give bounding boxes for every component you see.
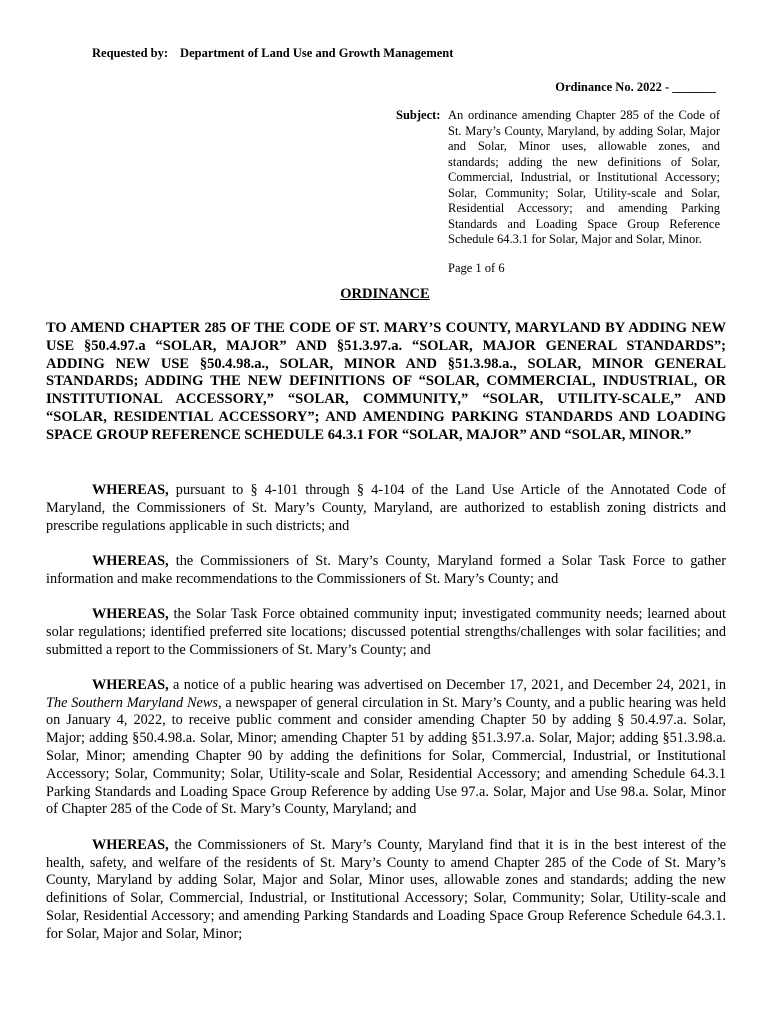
whereas-label: WHEREAS, <box>92 836 169 853</box>
ordinance-title: TO AMEND CHAPTER 285 OF THE CODE OF ST. MARY’S COUNTY, MARYLAND BY ADDING NEW USE §50.4.97.a “SOLAR, MAJOR” AND §51.3.97.a. “SOLAR, MAJOR GENERAL STANDARDS”; ADDING NEW USE §50.4.98.a., SOLAR, MINOR AND §51.3.98.a., SOLAR, MINOR GENERAL STANDARDS; ADDING THE NEW DEFINITIONS OF “SOLAR, COMMERCIAL, INDUSTRIAL, OR INSTITUTIONAL ACCESSORY,” “SOLAR, COMMUNITY,” “SOLAR, UTILITY-SCALE,” AND “SOLAR, RESIDENTIAL ACCESSORY”; AND AMENDING PARKING STANDARDS AND LOADING SPACE GROUP REFERENCE SCHEDULE 64.3.1 FOR “SOLAR, MAJOR” AND “SOLAR, MINOR.” <box>46 320 726 443</box>
requested-by-label: Requested by: <box>92 46 169 60</box>
whereas-paragraph-3: WHEREAS, the Solar Task Force obtained community input; investigated community needs; learned about solar regulations; identified preferred site locations; discussed potential strengths/challenges with solar facilities; and submitted a report to the Commissioners of St. Mary’s County; and <box>46 605 726 658</box>
whereas-paragraph-4: WHEREAS, a notice of a public hearing was advertised on December 17, 2021, and December 24, 2021, in The Southern Maryland News, a newspaper of general circulation in St. Mary’s County, and a public hearing was held on January 4, 2022, to receive public comment and consider amending Chapter 50 by adding § 50.4.97.a. Solar, Major; adding §50.4.98.a. Solar, Minor; amending Chapter 51 by adding §51.3.97.a. Solar, Major; adding §51.3.98.a. Solar, Minor; amending Chapter 90 by adding the definitions for Solar, Commercial, Industrial, or Institutional Accessory; Solar, Community; Solar, Utility-scale and Solar, Residential Accessory; and amending Schedule 64.3.1 Parking Standards and Loading Space Group Reference by adding Use 97.a. Solar, Major and Use 98.a. Solar, Minor of Chapter 285 of the Code of St. Mary’s County, Maryland; and <box>46 676 726 818</box>
page-number: Page 1 of 6 <box>448 260 505 275</box>
requested-by-line <box>92 46 453 61</box>
subject-text: An ordinance amending Chapter 285 of the Code of St. Mary’s County, Maryland, by adding Solar, Major and Solar, Minor uses, allowable zones, and standards; adding the new definitions of Solar, Commercial, Industrial, or Institutional Accessory; Solar, Community; Solar, Utility-scale and Solar, Residential Accessory; and amending Parking Standards and Loading Space Group Reference Schedule 64.3.1 for Solar, Major and Solar, Minor. <box>448 108 720 246</box>
whereas-label: WHEREAS, <box>92 605 169 622</box>
ordinance-heading: ORDINANCE <box>340 286 430 302</box>
ordinance-number: Ordinance No. 2022 - _______ <box>555 80 716 94</box>
whereas-label: WHEREAS, <box>92 676 169 693</box>
whereas-label: WHEREAS, <box>92 552 169 569</box>
subject-block <box>396 108 720 276</box>
whereas-paragraph-5: WHEREAS, the Commissioners of St. Mary’s County, Maryland find that it is in the best interest of the health, safety, and welfare of the residents of St. Mary’s County to amend Chapter 285 of the Code of St. Mary’s County, Maryland by adding Solar, Major and Solar, Minor uses, allowable zones and standards; adding the new definitions of Solar, Commercial, Industrial, or Institutional Accessory; Solar, Community; Solar, Utility-scale and Solar, Residential Accessory; and amending Parking Standards and Loading Space Group Reference Schedule 64.3.1. for Solar, Major and Solar, Minor; <box>46 836 726 942</box>
document-body <box>46 482 726 961</box>
whereas-paragraph-2: WHEREAS, the Commissioners of St. Mary’s County, Maryland formed a Solar Task Force to gather information and make recommendations to the Commissioners of St. Mary’s County; and <box>46 552 726 587</box>
requested-by-value: Department of Land Use and Growth Management <box>180 46 454 60</box>
newspaper-name: The Southern Maryland News <box>46 694 218 711</box>
subject-label: Subject: <box>396 108 441 122</box>
whereas-label: WHEREAS, <box>92 482 169 498</box>
whereas-paragraph-1: WHEREAS, pursuant to § 4-101 through § 4-104 of the Land Use Article of the Annotated Code of Maryland, the Commissioners of St. Mary’s County, Maryland, are authorized to establish zoning districts and prescribe regulations applicable in such districts; and <box>46 482 726 534</box>
